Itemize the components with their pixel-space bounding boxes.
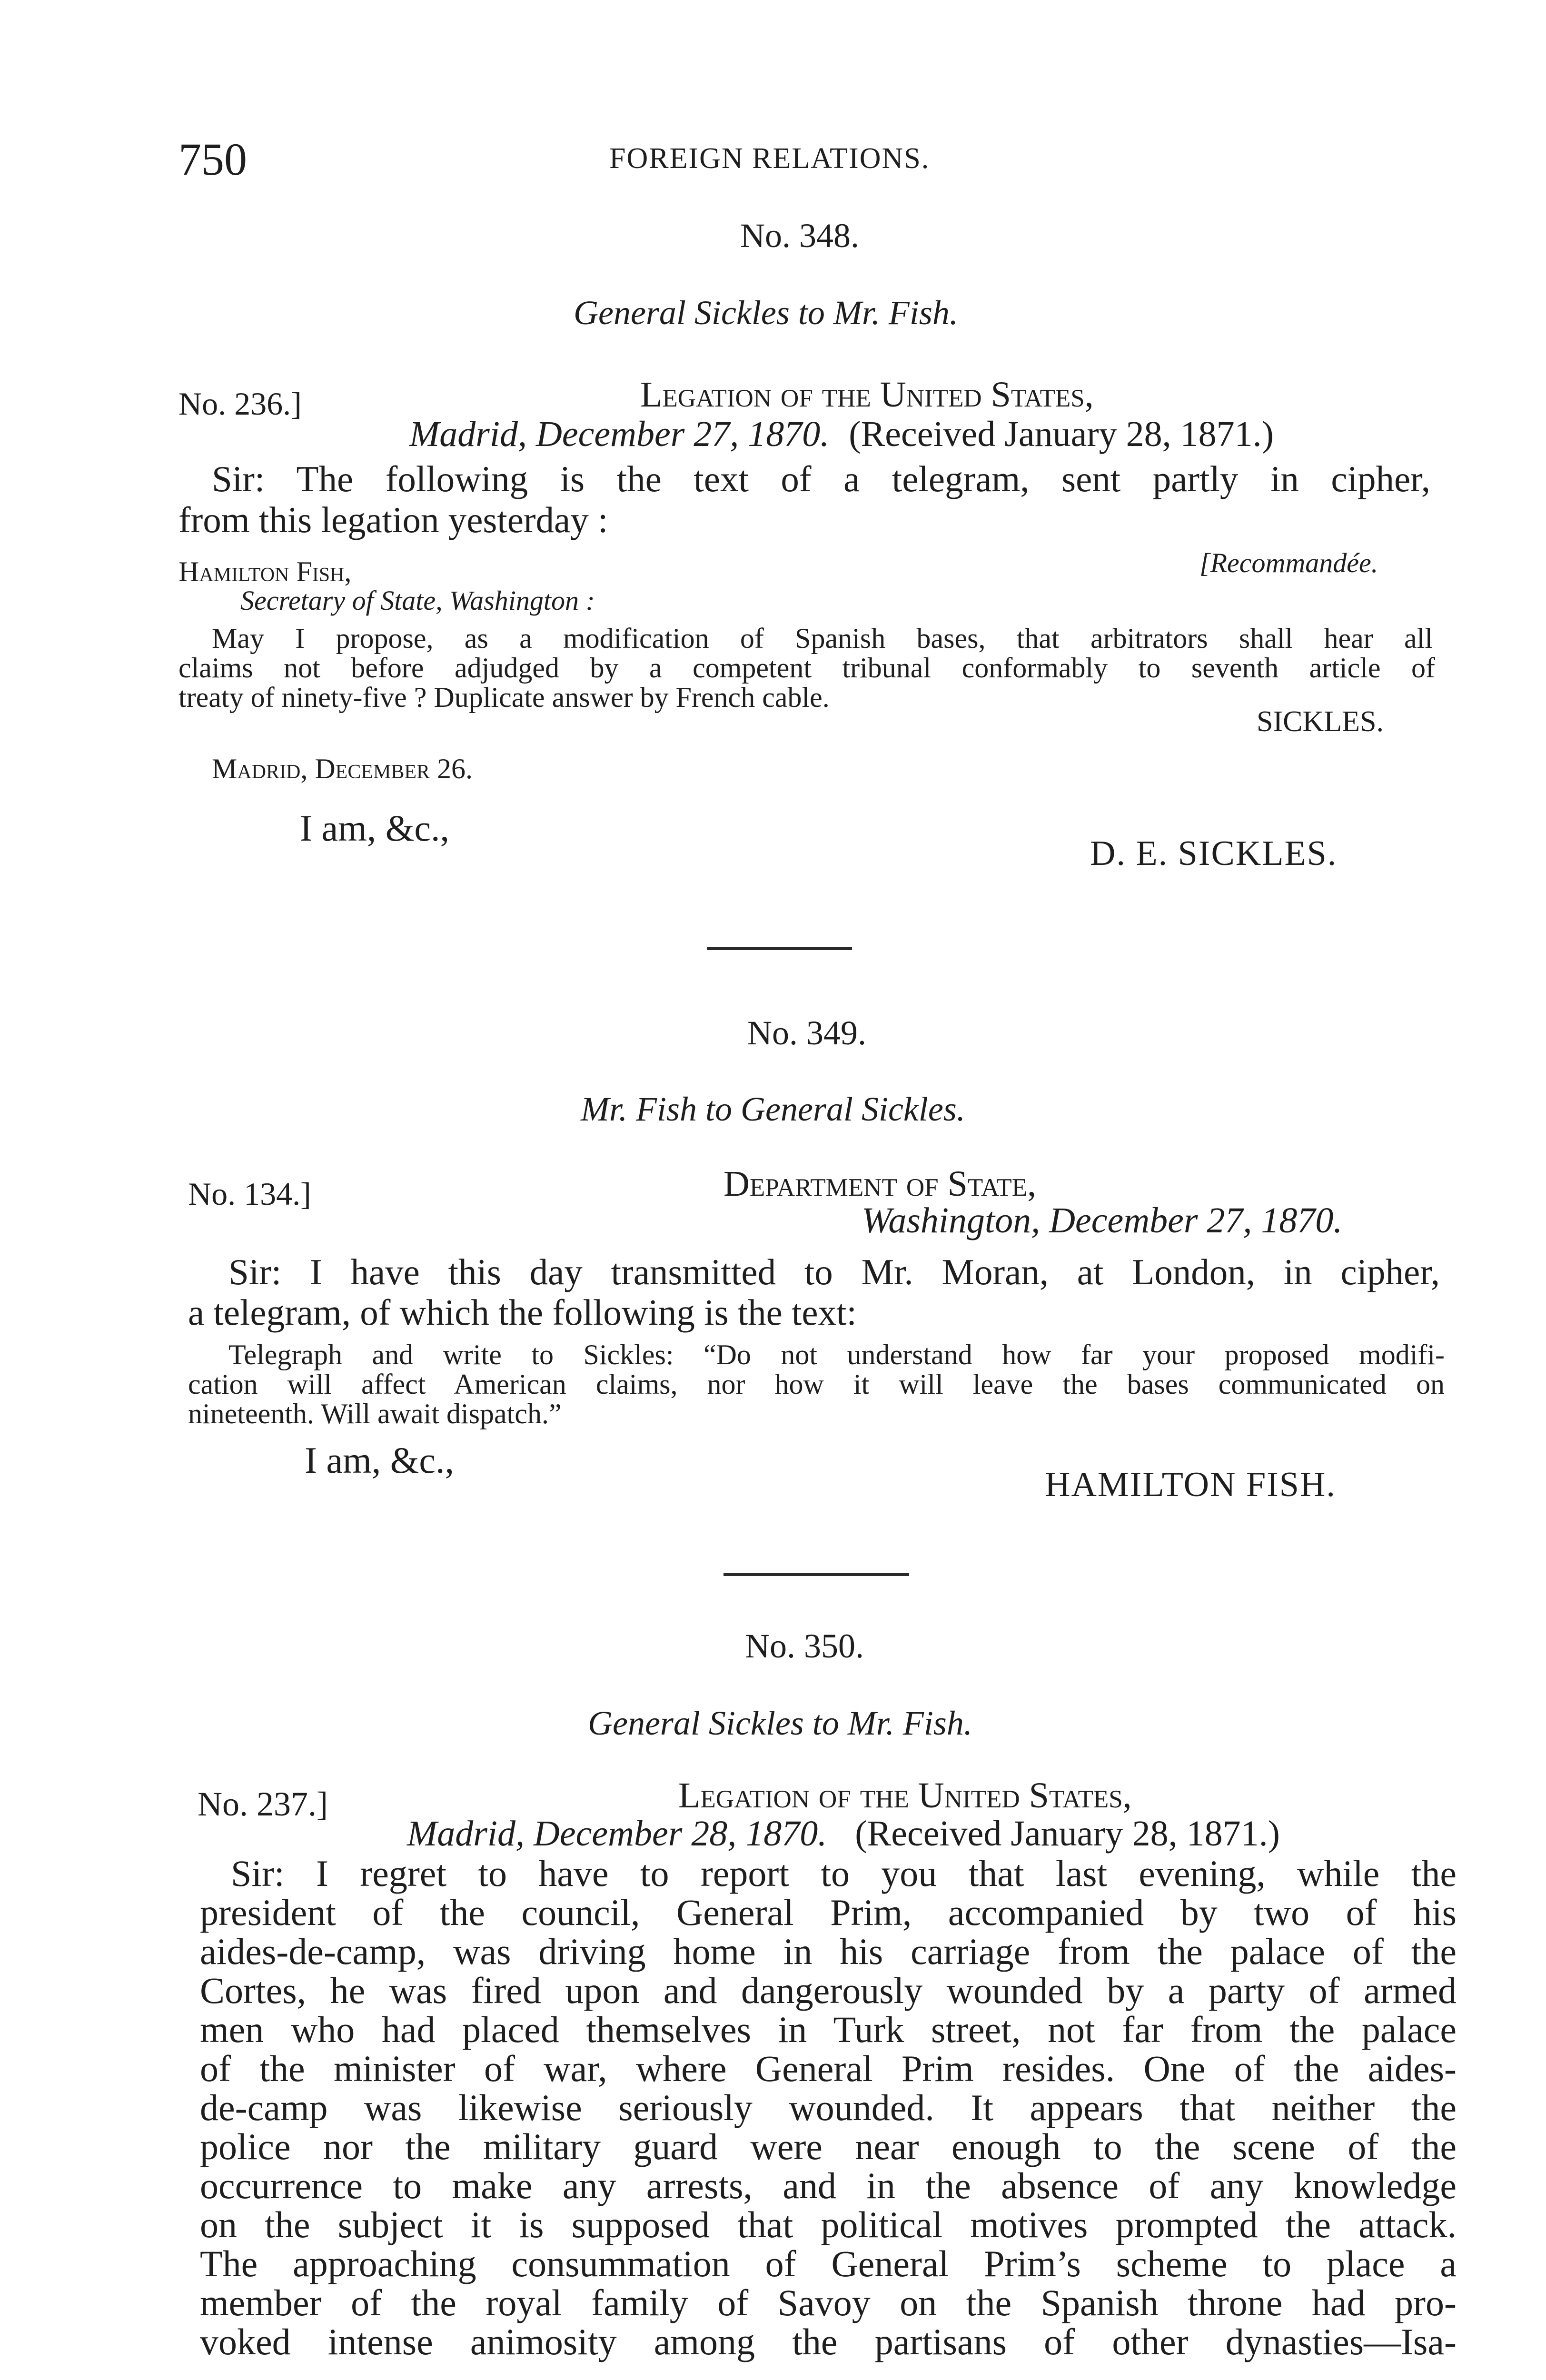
body-line: men who had placed themselves in Turk street, not far from the palace [200, 2009, 1457, 2050]
telegram-line: nineteenth. Will await dispatch.” [188, 1398, 562, 1429]
telegram-line: May I propose, as a modification of Spanish bases, that arbitrators shall hear all [212, 623, 1433, 654]
body-line: of the minister of war, where General Prim resides. One of the aides- [200, 2048, 1457, 2089]
body-line: The approaching consummation of General Prim’s scheme to place a [200, 2243, 1457, 2284]
telegram-line: cation will affect American claims, nor how it will leave the bases communicated on [188, 1368, 1445, 1400]
signature: HAMILTON FISH. [1045, 1465, 1336, 1504]
body-line: member of the royal family of Savoy on the Spanish throne had pro- [200, 2282, 1457, 2323]
telegram-place-text: Madrid, December 26. [212, 753, 473, 784]
telegram-addressee-title: Secretary of State, Washington : [240, 585, 595, 616]
page-number: 750 [178, 134, 247, 185]
section-divider [723, 1573, 909, 1576]
dateline-text: Madrid, December 27, 1870. [409, 414, 830, 454]
body-line: Sir: I regret to have to report to you that last evening, while the [231, 1853, 1457, 1894]
section-number: No. 349. [747, 1014, 866, 1052]
running-title: FOREIGN RELATIONS. [609, 142, 930, 175]
dispatch-origin: Department of State, [723, 1164, 1037, 1204]
telegram-place [212, 753, 473, 784]
telegram-line: claims not before adjudged by a competent tribunal conformably to seventh article of [178, 652, 1435, 684]
closing: I am, &c., [305, 1439, 455, 1481]
body-line: occurrence to make any arrests, and in the absence of any knowledge [200, 2165, 1457, 2206]
intro-line: a telegram, of which the following is the text: [188, 1292, 857, 1333]
intro-line: from this legation yesterday : [178, 499, 608, 540]
telegram-marking: [Recommandée. [1199, 547, 1378, 578]
body-paragraph [200, 1854, 1457, 2361]
dateline-text: Madrid, December 28, 1870. [407, 1814, 827, 1854]
received-text: (Received January 28, 1871.) [849, 414, 1274, 454]
dispatch-origin: Legation of the United States, [678, 1775, 1132, 1815]
dispatch-dateline [409, 414, 1274, 454]
dispatch-origin: Legation of the United States, [640, 375, 1094, 415]
telegram-addressee: Hamilton Fish, [178, 556, 352, 587]
dispatch-ref: No. 134.] [188, 1176, 311, 1212]
dispatch-ref: No. 237.] [198, 1785, 328, 1823]
signature: D. E. SICKLES. [1090, 834, 1338, 873]
telegram-signature: SICKLES. [1257, 705, 1384, 738]
dispatch-ref: No. 236.] [178, 386, 302, 422]
section-number: No. 348. [740, 217, 859, 255]
dispatch-dateline: Washington, December 27, 1870. [862, 1200, 1343, 1240]
body-line: police nor the military guard were near enough to the scene of the [200, 2126, 1457, 2167]
section-heading: General Sickles to Mr. Fish. [588, 1704, 972, 1742]
section-number: No. 350. [745, 1627, 864, 1665]
intro-line: Sir: The following is the text of a telegram, sent partly in cipher, [212, 458, 1430, 499]
section-divider [707, 947, 852, 950]
received-text: (Received January 28, 1871.) [855, 1814, 1280, 1854]
dispatch-dateline [407, 1814, 1280, 1854]
body-line: aides-de-camp, was driving home in his carriage from the palace of the [200, 1931, 1457, 1972]
body-line: president of the council, General Prim, accompanied by two of his [200, 1892, 1457, 1933]
body-line: on the subject it is supposed that political motives prompted the attack. [200, 2204, 1457, 2245]
telegram-line: treaty of ninety-five ? Duplicate answer by French cable. [178, 682, 830, 713]
body-line: voked intense animosity among the partisans of other dynasties—Isa- [200, 2321, 1457, 2362]
intro-line: Sir: I have this day transmitted to Mr. Moran, at London, in cipher, [228, 1251, 1440, 1292]
section-heading: General Sickles to Mr. Fish. [574, 294, 958, 332]
telegram-line: Telegraph and write to Sickles: “Do not understand how far your proposed modifi- [228, 1339, 1445, 1370]
body-line: de-camp was likewise seriously wounded. It appears that neither the [200, 2087, 1457, 2128]
closing: I am, &c., [300, 807, 450, 849]
body-line: Cortes, he was fired upon and dangerously wounded by a party of armed [200, 1970, 1457, 2011]
section-heading: Mr. Fish to General Sickles. [581, 1090, 965, 1128]
